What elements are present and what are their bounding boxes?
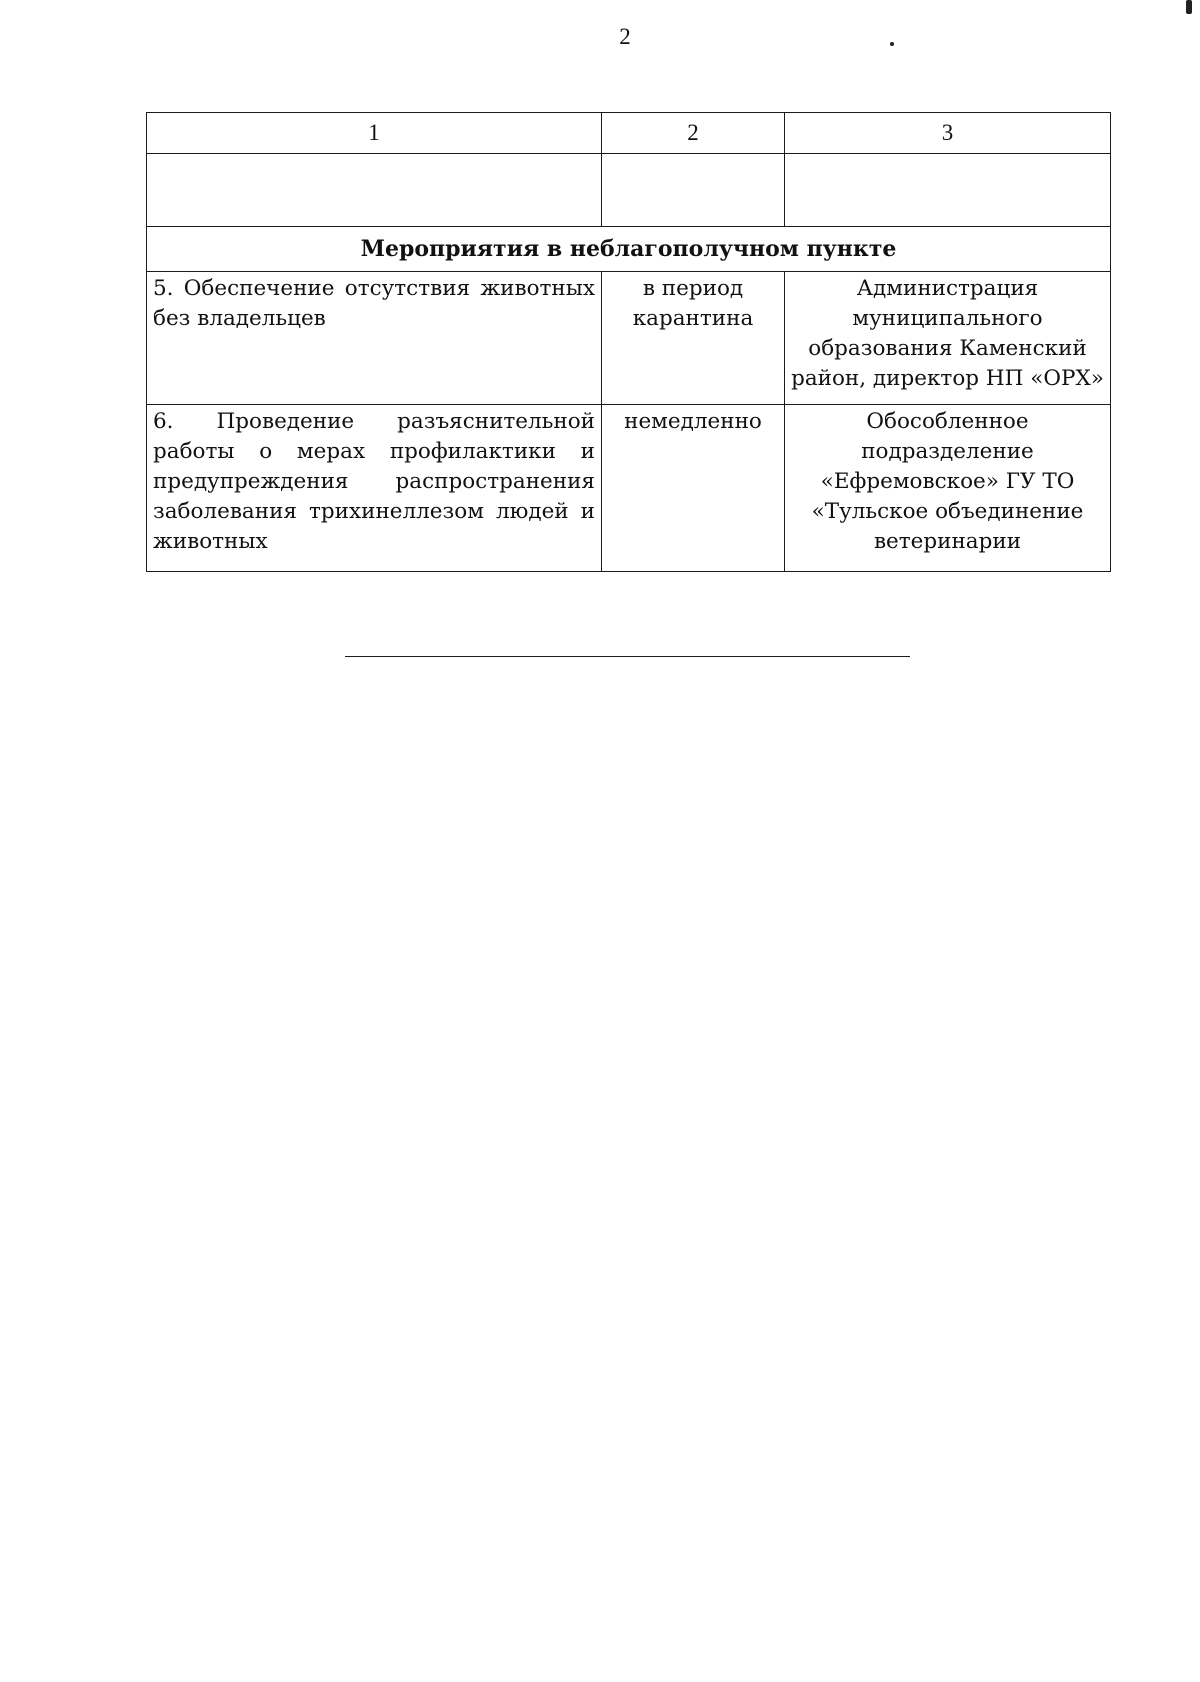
page-number: 2	[619, 24, 631, 49]
empty-cell	[602, 154, 785, 227]
empty-cell	[785, 154, 1111, 227]
header-cell: 3	[785, 113, 1111, 154]
scan-speck	[1186, 0, 1192, 14]
section-title-row	[147, 227, 1111, 272]
end-of-document-rule	[345, 656, 910, 657]
measure-cell: 6. Проведение разъяснительной работы о мерах профилактики и предупреждения распространения заболевания трихинеллезом людей и животных	[147, 405, 602, 572]
table-row	[147, 405, 1111, 572]
header-cell: 2	[602, 113, 785, 154]
responsible-cell: Обособленное подразделение «Ефремовское» ГУ ТО «Тульское объединение ветеринарии	[785, 405, 1111, 572]
header-cell: 1	[147, 113, 602, 154]
responsible-cell: Администрация муниципального образования Каменский район, директор НП «ОРХ»	[785, 272, 1111, 405]
table-row-empty	[147, 154, 1111, 227]
table-header-row	[147, 113, 1111, 154]
empty-cell	[147, 154, 602, 227]
table-row	[147, 272, 1111, 405]
term-cell: в период карантина	[602, 272, 785, 405]
measures-table	[146, 112, 1111, 572]
measure-cell: 5. Обеспечение отсутствия животных без владельцев	[147, 272, 602, 405]
section-title: Мероприятия в неблагополучном пункте	[147, 227, 1111, 272]
scan-speck	[890, 42, 894, 46]
term-cell: немедленно	[602, 405, 785, 572]
